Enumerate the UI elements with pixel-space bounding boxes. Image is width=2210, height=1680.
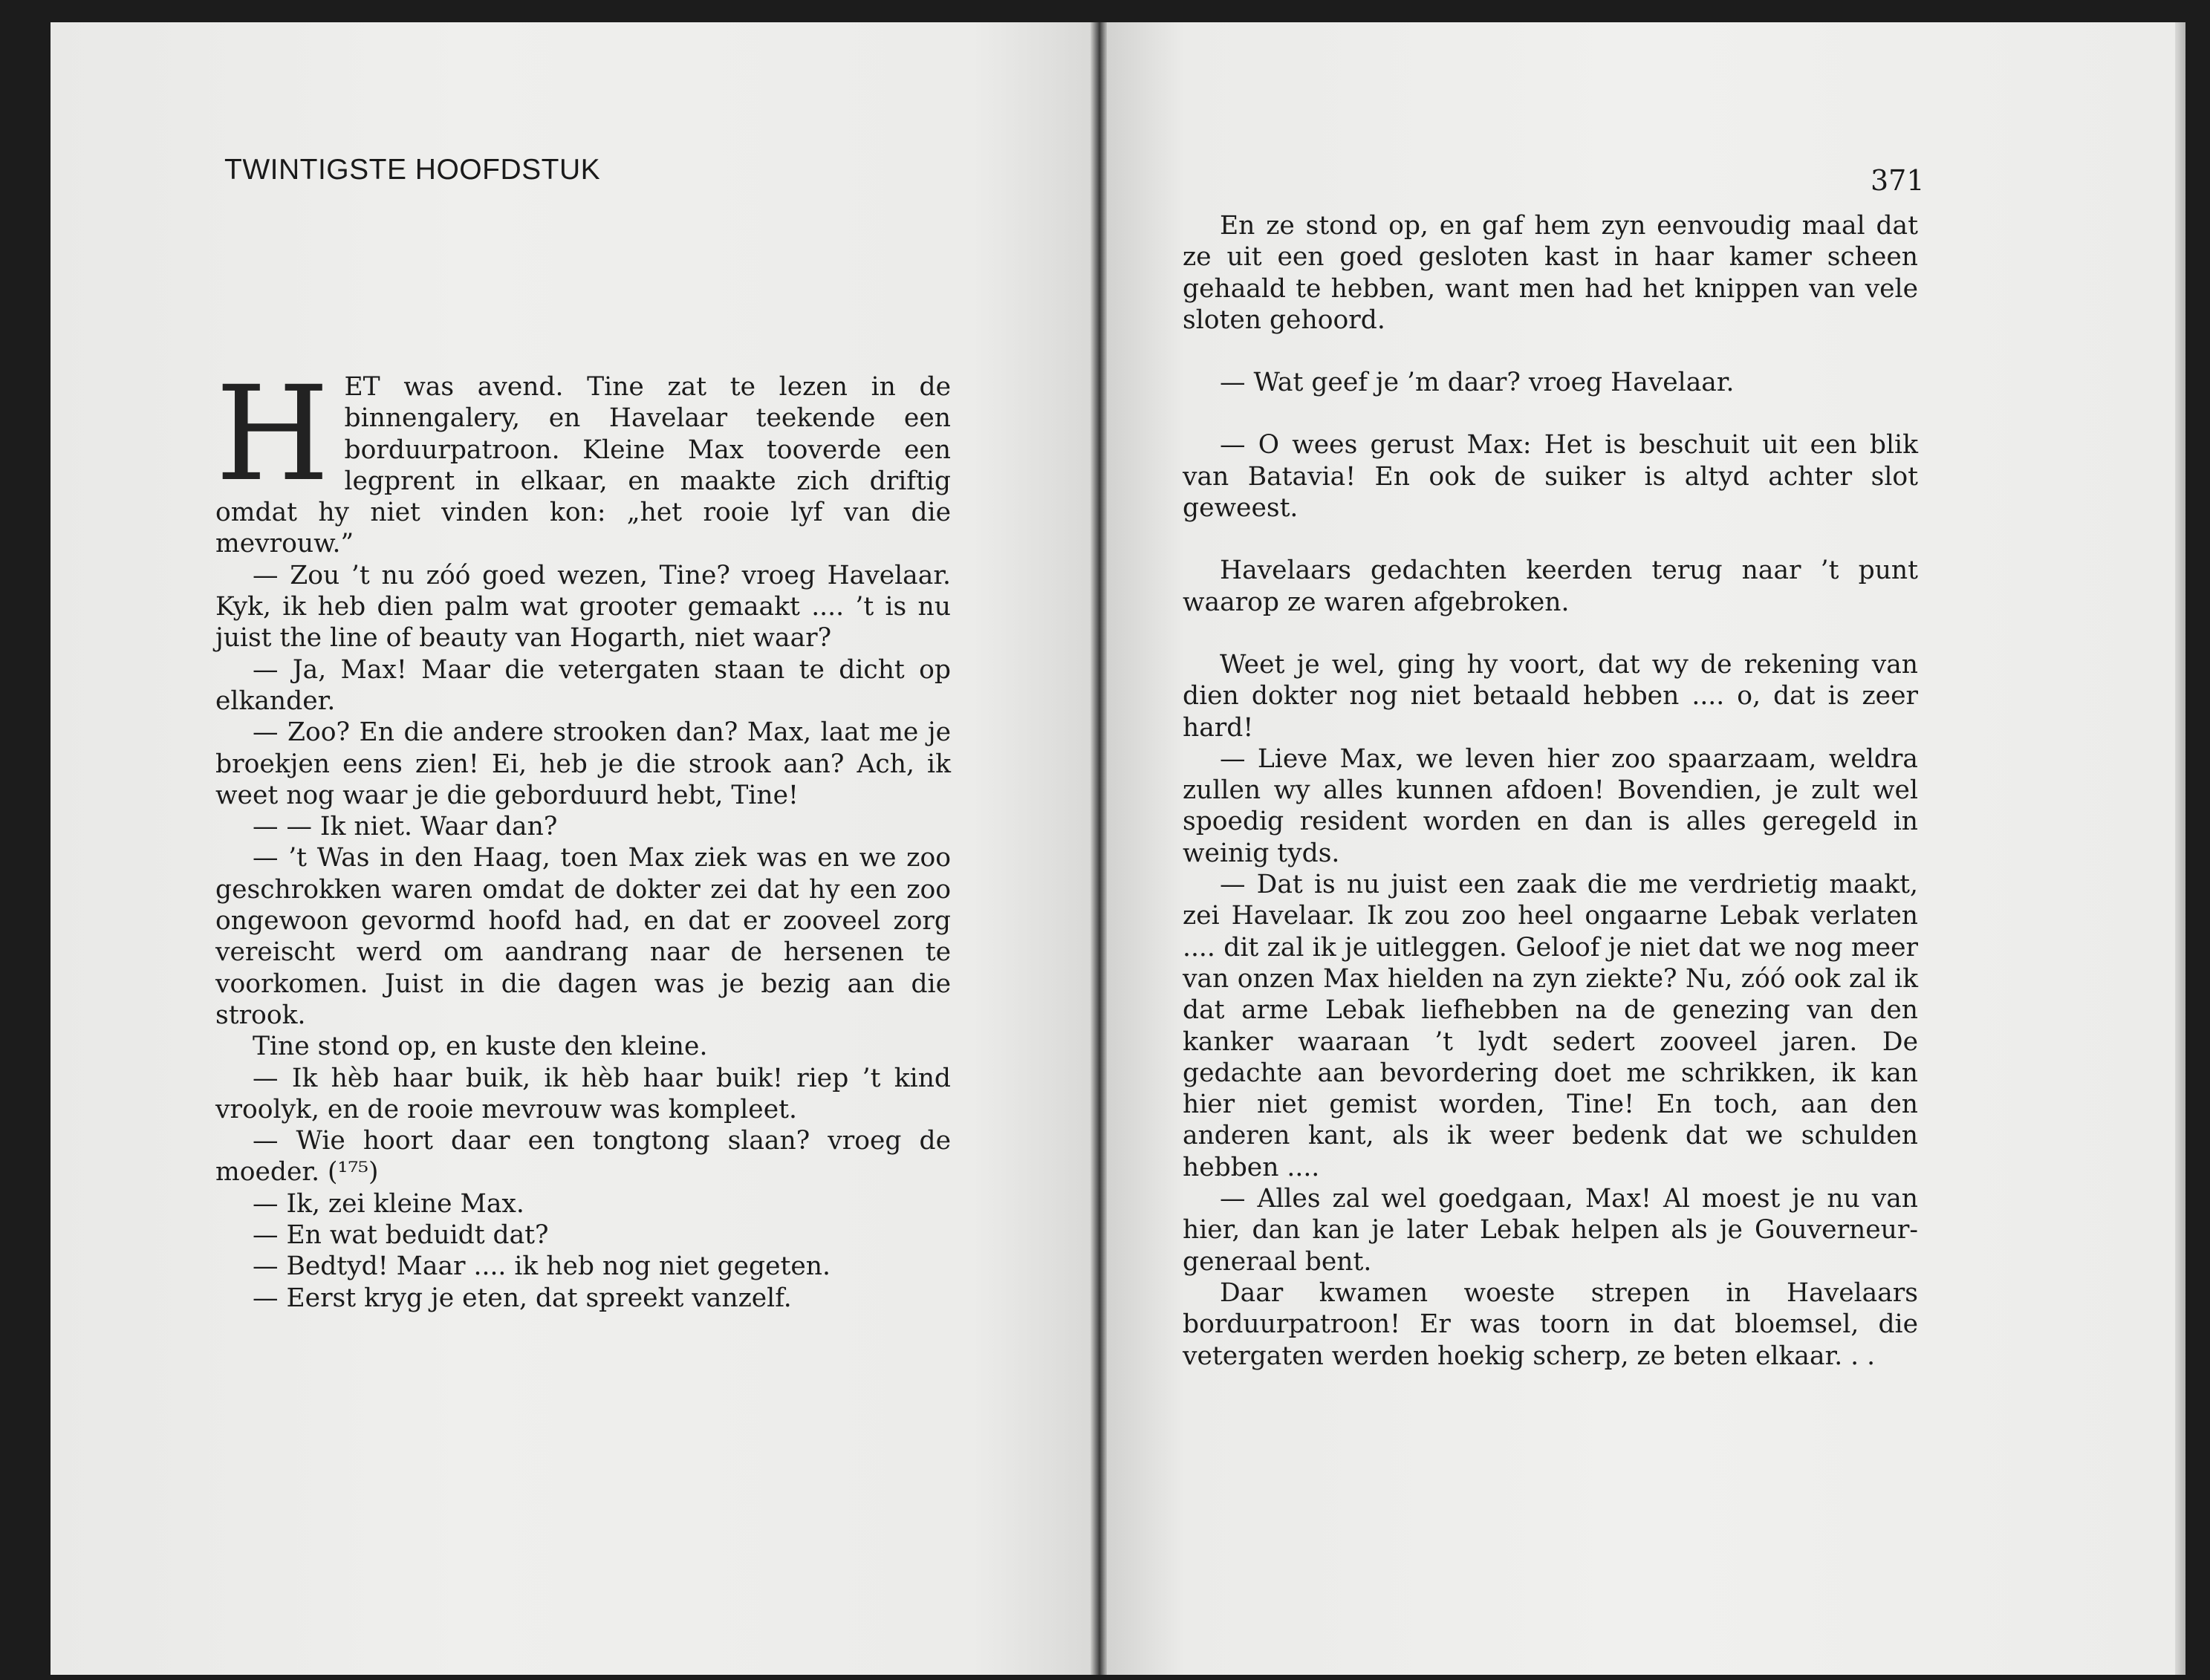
paragraph: En ze stond op, en gaf hem zyn eenvoudig maal dat ze uit een goed gesloten kast in haar kamer scheen gehaald te hebben, want men had het knippen van vele sloten gehoord. [1183,211,1918,335]
section-break [1183,398,1918,429]
book-gutter [1091,22,1107,1675]
paragraph: Weet je wel, ging hy voort, dat wy de rekening van dien dokter nog niet betaald hebben .... o, dat is zeer hard! [1183,649,1918,743]
paragraph: — Dat is nu juist een zaak die me verdrietig maakt, zei Havelaar. Ik zou zoo heel ongaarne Lebak verlaten .... dit zal ik je uitleggen. Geloof je niet dat we nog meer van onzen Max hielden na zyn ziekte? Nu, zóó ook zal ik dat arme Lebak liefhebben na de genezing van den kanker waaraan ’t lydt sedert zooveel jaren. De gedachte aan bevordering doet me schrikken, ik kan hier niet gemist worden, Tine! En toch, aan den anderen kant, als ik weer bedenk dat we schulden hebben .... [1183,870,1918,1182]
page-edge [2175,22,2185,1675]
paragraph: — Lieve Max, we leven hier zoo spaarzaam, weldra zullen wy alles kunnen afdoen! Bovendien, je zult wel spoedig resident worden en dan is alles geregeld in weinig tyds. [1183,743,1918,868]
paragraph: — — Ik niet. Waar dan? [253,812,558,842]
paragraph: Havelaars gedachten keerden terug naar ’t punt waarop ze waren afgebroken. [1183,556,1918,617]
paragraph: — Ik, zei kleine Max. [253,1188,524,1219]
paragraph: — Zoo? En die andere strooken dan? Max, laat me je broekjen eens zien! Ei, heb je die strook aan? Ach, ik weet nog waar je die geborduurd hebt, Tine! [215,717,951,810]
paragraph: — Ja, Max! Maar die vetergaten staan te dicht op elkander. [215,654,951,716]
chapter-header: TWINTIGSTE HOOFDSTUK [224,154,601,186]
paragraph: — ’t Was in den Haag, toen Max ziek was en we zoo geschrokken waren omdat de dokter zei dat hy een zoo ongewoon gevormd hoofd had, en dat er zooveel zorg vereischt werd om aandrang naar de hersenen te voorkomen. Juist in die dagen was je bezig aan die strook. [215,843,951,1030]
paragraph: — Wat geef je ’m daar? vroeg Havelaar. [1220,368,1735,398]
paragraph: — Alles zal wel goedgaan, Max! Al moest je nu van hier, dan kan je later Lebak helpen als je Gouverneur-generaal bent. [1183,1184,1918,1277]
opening-paragraph-text: ET was avend. Tine zat te lezen in de binnengalery, en Havelaar teekende een borduurpatroon. Kleine Max tooverde een legprent in elkaar, en maakte zich driftig omdat hy niet vinden kon: „het rooie lyf van die mevrouw.” [215,372,951,559]
paragraph: Daar kwamen woeste strepen in Havelaars borduurpatroon! Er was toorn in dat bloemsel, die vetergaten werden hoekig scherp, ze beten elkaar. . . [1183,1277,1918,1371]
section-break [1183,618,1918,649]
paragraph: — Ik hèb haar buik, ik hèb haar buik! riep ’t kind vroolyk, en de rooie mevrouw was kompleet. [215,1063,951,1124]
opening-paragraph [215,358,951,560]
paragraph: — Wie hoort daar een tongtong slaan? vroeg de moeder. (¹⁷⁵) [215,1126,951,1188]
section-break [1183,524,1918,555]
paragraph: — Bedtyd! Maar .... ik heb nog niet gegeten. [253,1251,831,1282]
paragraph: — En wat beduidt dat? [253,1220,549,1251]
paragraph: — Eerst kryg je eten, dat spreekt vanzelf. [253,1283,792,1313]
left-page-text [215,358,951,1314]
section-break [1183,336,1918,367]
page-number: 371 [1871,164,1925,197]
paragraph: — O wees gerust Max: Het is beschuit uit een blik van Batavia! En ook de suiker is altyd achter slot geweest. [1183,430,1918,524]
paragraph: — Zou ’t nu zóó goed wezen, Tine? vroeg Havelaar. Kyk, ik heb dien palm wat grooter gemaakt .... ’t is nu juist the line of beauty van Hogarth, niet waar? [215,560,951,654]
paragraph: Tine stond op, en kuste den kleine. [253,1032,708,1062]
drop-cap: H [215,358,330,510]
right-page-text [1183,210,1918,1372]
